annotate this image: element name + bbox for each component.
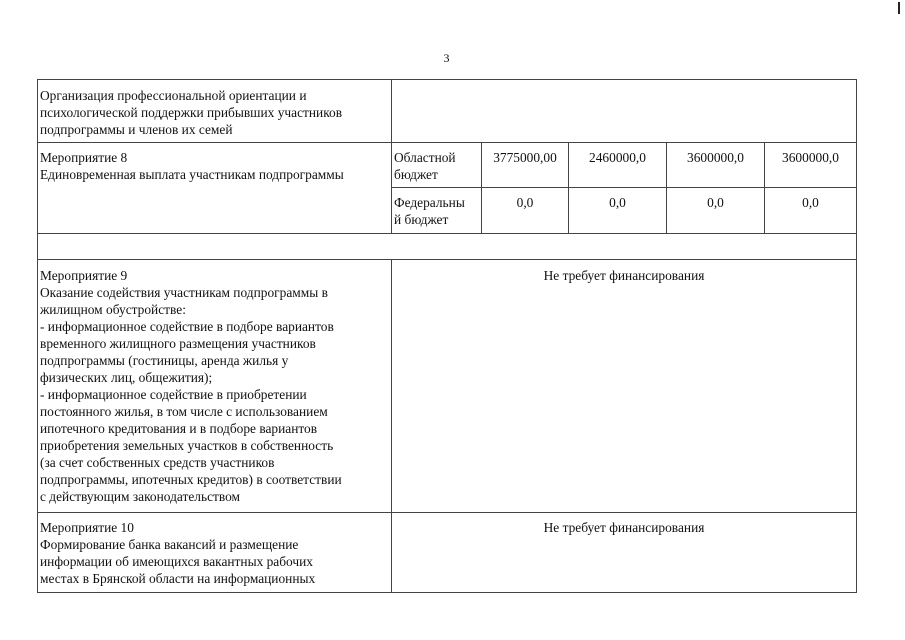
m8-federal-value: 0,0 [707, 195, 724, 210]
text-line: - информационное содействие в подборе вариантов [40, 319, 334, 334]
m9-title: Мероприятие 9 [40, 268, 128, 283]
table-rule [37, 79, 38, 593]
text-line: местах в Брянской области на информационных [40, 571, 316, 586]
text-line: подпрограммы (гостиницы, аренда жилья у [40, 353, 289, 368]
row-m10-text [40, 519, 388, 587]
text-line: бюджет [394, 167, 438, 182]
text-line: подпрограммы, ипотечных кредитов) в соответствии [40, 472, 342, 487]
row-org-text [40, 87, 388, 138]
text-line: (за счет собственных средств участников [40, 455, 275, 470]
table-rule [37, 512, 856, 513]
text-line: временного жилищного размещения участников [40, 336, 316, 351]
m8-federal-source [394, 194, 480, 228]
text-line: Организация профессиональной ориентации и [40, 88, 307, 103]
m9-funding-note: Не требует финансирования [543, 268, 705, 283]
text-line: ипотечного кредитования и в подборе вариантов [40, 421, 318, 436]
table-rule [37, 259, 856, 260]
table-rule [37, 79, 856, 80]
m8-desc: Единовременная выплата участникам подпрограммы [40, 167, 344, 182]
text-line: с действующим законодательством [40, 489, 241, 504]
row-m9-text [40, 267, 388, 505]
row-m8-text [40, 149, 388, 183]
text-line: Формирование банка вакансий и размещение [40, 537, 299, 552]
text-line: подпрограммы и членов их семей [40, 122, 233, 137]
text-line: приобретения земельных участков в собственность [40, 438, 334, 453]
m8-regional-value: 3775000,00 [493, 150, 557, 165]
text-line: Федеральны [394, 195, 465, 210]
m8-federal-value: 0,0 [609, 195, 626, 210]
table-rule [856, 79, 857, 593]
table-rule [37, 592, 856, 593]
m8-title: Мероприятие 8 [40, 150, 128, 165]
m10-funding-note: Не требует финансирования [543, 520, 705, 535]
table-rule [391, 259, 392, 593]
m8-regional-value: 3600000,0 [782, 150, 839, 165]
text-line: информации об имеющихся вакантных рабочих [40, 554, 314, 569]
m8-regional-source [394, 149, 480, 183]
text-line: жилищном обустройстве: [40, 302, 186, 317]
table-rule [37, 233, 856, 234]
m8-federal-value: 0,0 [802, 195, 819, 210]
text-line: Оказание содействия участникам подпрограммы в [40, 285, 328, 300]
table-rule [391, 79, 392, 234]
table-rule [391, 187, 856, 188]
m8-regional-value: 3600000,0 [687, 150, 744, 165]
page-number: 3 [443, 51, 450, 65]
text-line: постоянного жилья, в том числе с использованием [40, 404, 328, 419]
text-line: Областной [394, 150, 456, 165]
text-line: психологической поддержки прибывших участников [40, 105, 343, 120]
table-rule [37, 142, 856, 143]
m8-regional-value: 2460000,0 [589, 150, 646, 165]
text-line: физических лиц, общежития); [40, 370, 213, 385]
edge-mark [898, 2, 900, 14]
text-line: й бюджет [394, 212, 449, 227]
text-line: - информационное содействие в приобретении [40, 387, 307, 402]
m10-title: Мероприятие 10 [40, 520, 134, 535]
m8-federal-value: 0,0 [516, 195, 534, 210]
